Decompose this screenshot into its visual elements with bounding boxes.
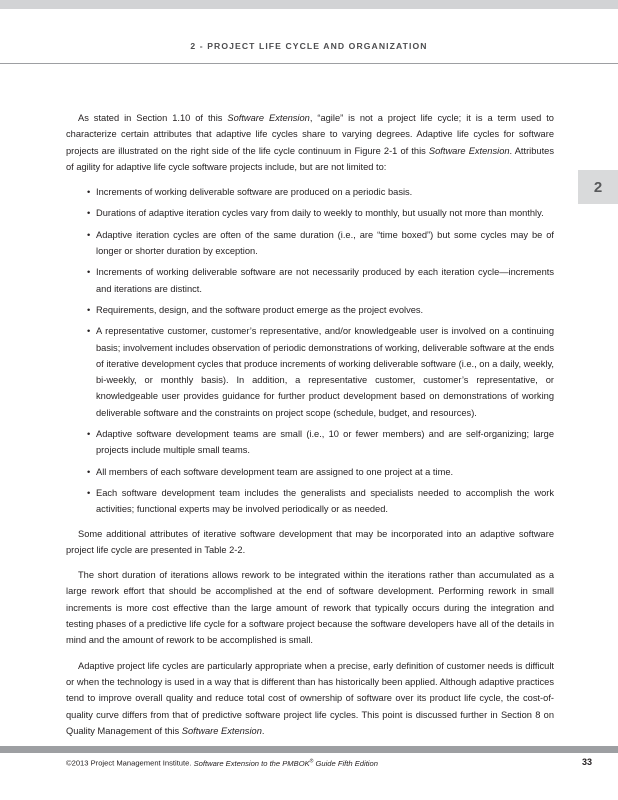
- paragraph-rework: The short duration of iterations allows rework to be integrated within the iterations rather than accumulated as a large rework effort that should be accomplished at the end of software development. Performing rework in small increments is more cost effective than the large amount of rework that typically occurs during the integration and testing phases of a predictive life cycle for a software project because the software developers have all of the details in mind and the amount of rework to be accomplished is small.: [66, 570, 554, 646]
- list-item: • Increments of working deliverable software are not necessarily produced by each iteration cycle—increments and iterations are distinct.: [66, 264, 554, 297]
- agility-attributes-list: [66, 184, 554, 517]
- paragraph-adaptive: Adaptive project life cycles are particularly appropriate when a precise, early definition of customer needs is difficult or when the technology is used in a way that is different than has historically been applied. Although adaptive practices tend to improve overall quality and reduce total cost of ownership of software over its product life cycle, the cost-of-quality curve differs from that of predictive software project life cycles. This point is discussed further in Section 8 on Quality Management of this Software Extension.: [66, 660, 554, 736]
- footer-bar: [0, 746, 618, 753]
- paragraph-table-reference: Some additional attributes of iterative software development that may be incorporated into an adaptive software project life cycle are presented in Table 2-2.: [66, 528, 554, 555]
- chapter-tab: 2: [578, 170, 618, 204]
- page-number: 33: [581, 757, 592, 767]
- list-item: • All members of each software development team are assigned to one project at a time.: [66, 464, 554, 480]
- list-item: • Adaptive iteration cycles are often of the same duration (i.e., are “time boxed”) but some cycles may be of longer or shorter duration by exception.: [66, 227, 554, 260]
- list-item: • Increments of working deliverable software are produced on a periodic basis.: [66, 184, 554, 200]
- paragraph-intro: As stated in Section 1.10 of this Software Extension, “agile” is not a project life cycle; it is a term used to characterize certain attributes that adaptive life cycles share to varying degrees. Adaptive life cycles for software projects are illustrated on the right side of the life cycle continuum in Figure 2-1 of this Software Extension. Attributes of agility for adaptive life cycle software projects include, but are not limited to:: [66, 113, 554, 172]
- list-item: • Each software development team includes the generalists and specialists needed to accomplish the work activities; functional experts may be involved periodically or as needed.: [66, 485, 554, 518]
- list-item: • Requirements, design, and the software product emerge as the project evolves.: [66, 302, 554, 318]
- footer-book-title: Software Extension to the PMBOK® Guide Fifth Edition: [193, 758, 378, 768]
- list-item: • Adaptive software development teams are small (i.e., 10 or fewer members) and are self-organizing; large projects include multiple small teams.: [66, 426, 554, 459]
- header-rule: [0, 63, 618, 64]
- footer-copyright: ©2013 Project Management Institute. Software Extension to the PMBOK® Guide Fifth Edition: [66, 758, 378, 768]
- top-rule: [0, 0, 618, 9]
- list-item: • Durations of adaptive iteration cycles vary from daily to weekly to monthly, but usually not more than monthly.: [66, 205, 554, 221]
- list-item: • A representative customer, customer’s representative, and/or knowledgeable user is involved on a continuing basis; involvement includes observation of periodic demonstrations of working, deliverable software at the ends of iterative development cycles that produce increments of working deliverable software (i.e., on a daily, weekly, bi-weekly, or monthly basis). In addition, a representative customer, customer’s representative, or knowledgeable user provides guidance for further product development based on demonstrations of working deliverable software and the constraints on project scope (schedule, budget, and resources).: [66, 323, 554, 421]
- running-header: 2 - PROJECT LIFE CYCLE AND ORGANIZATION: [190, 41, 428, 51]
- page-body: [66, 110, 554, 748]
